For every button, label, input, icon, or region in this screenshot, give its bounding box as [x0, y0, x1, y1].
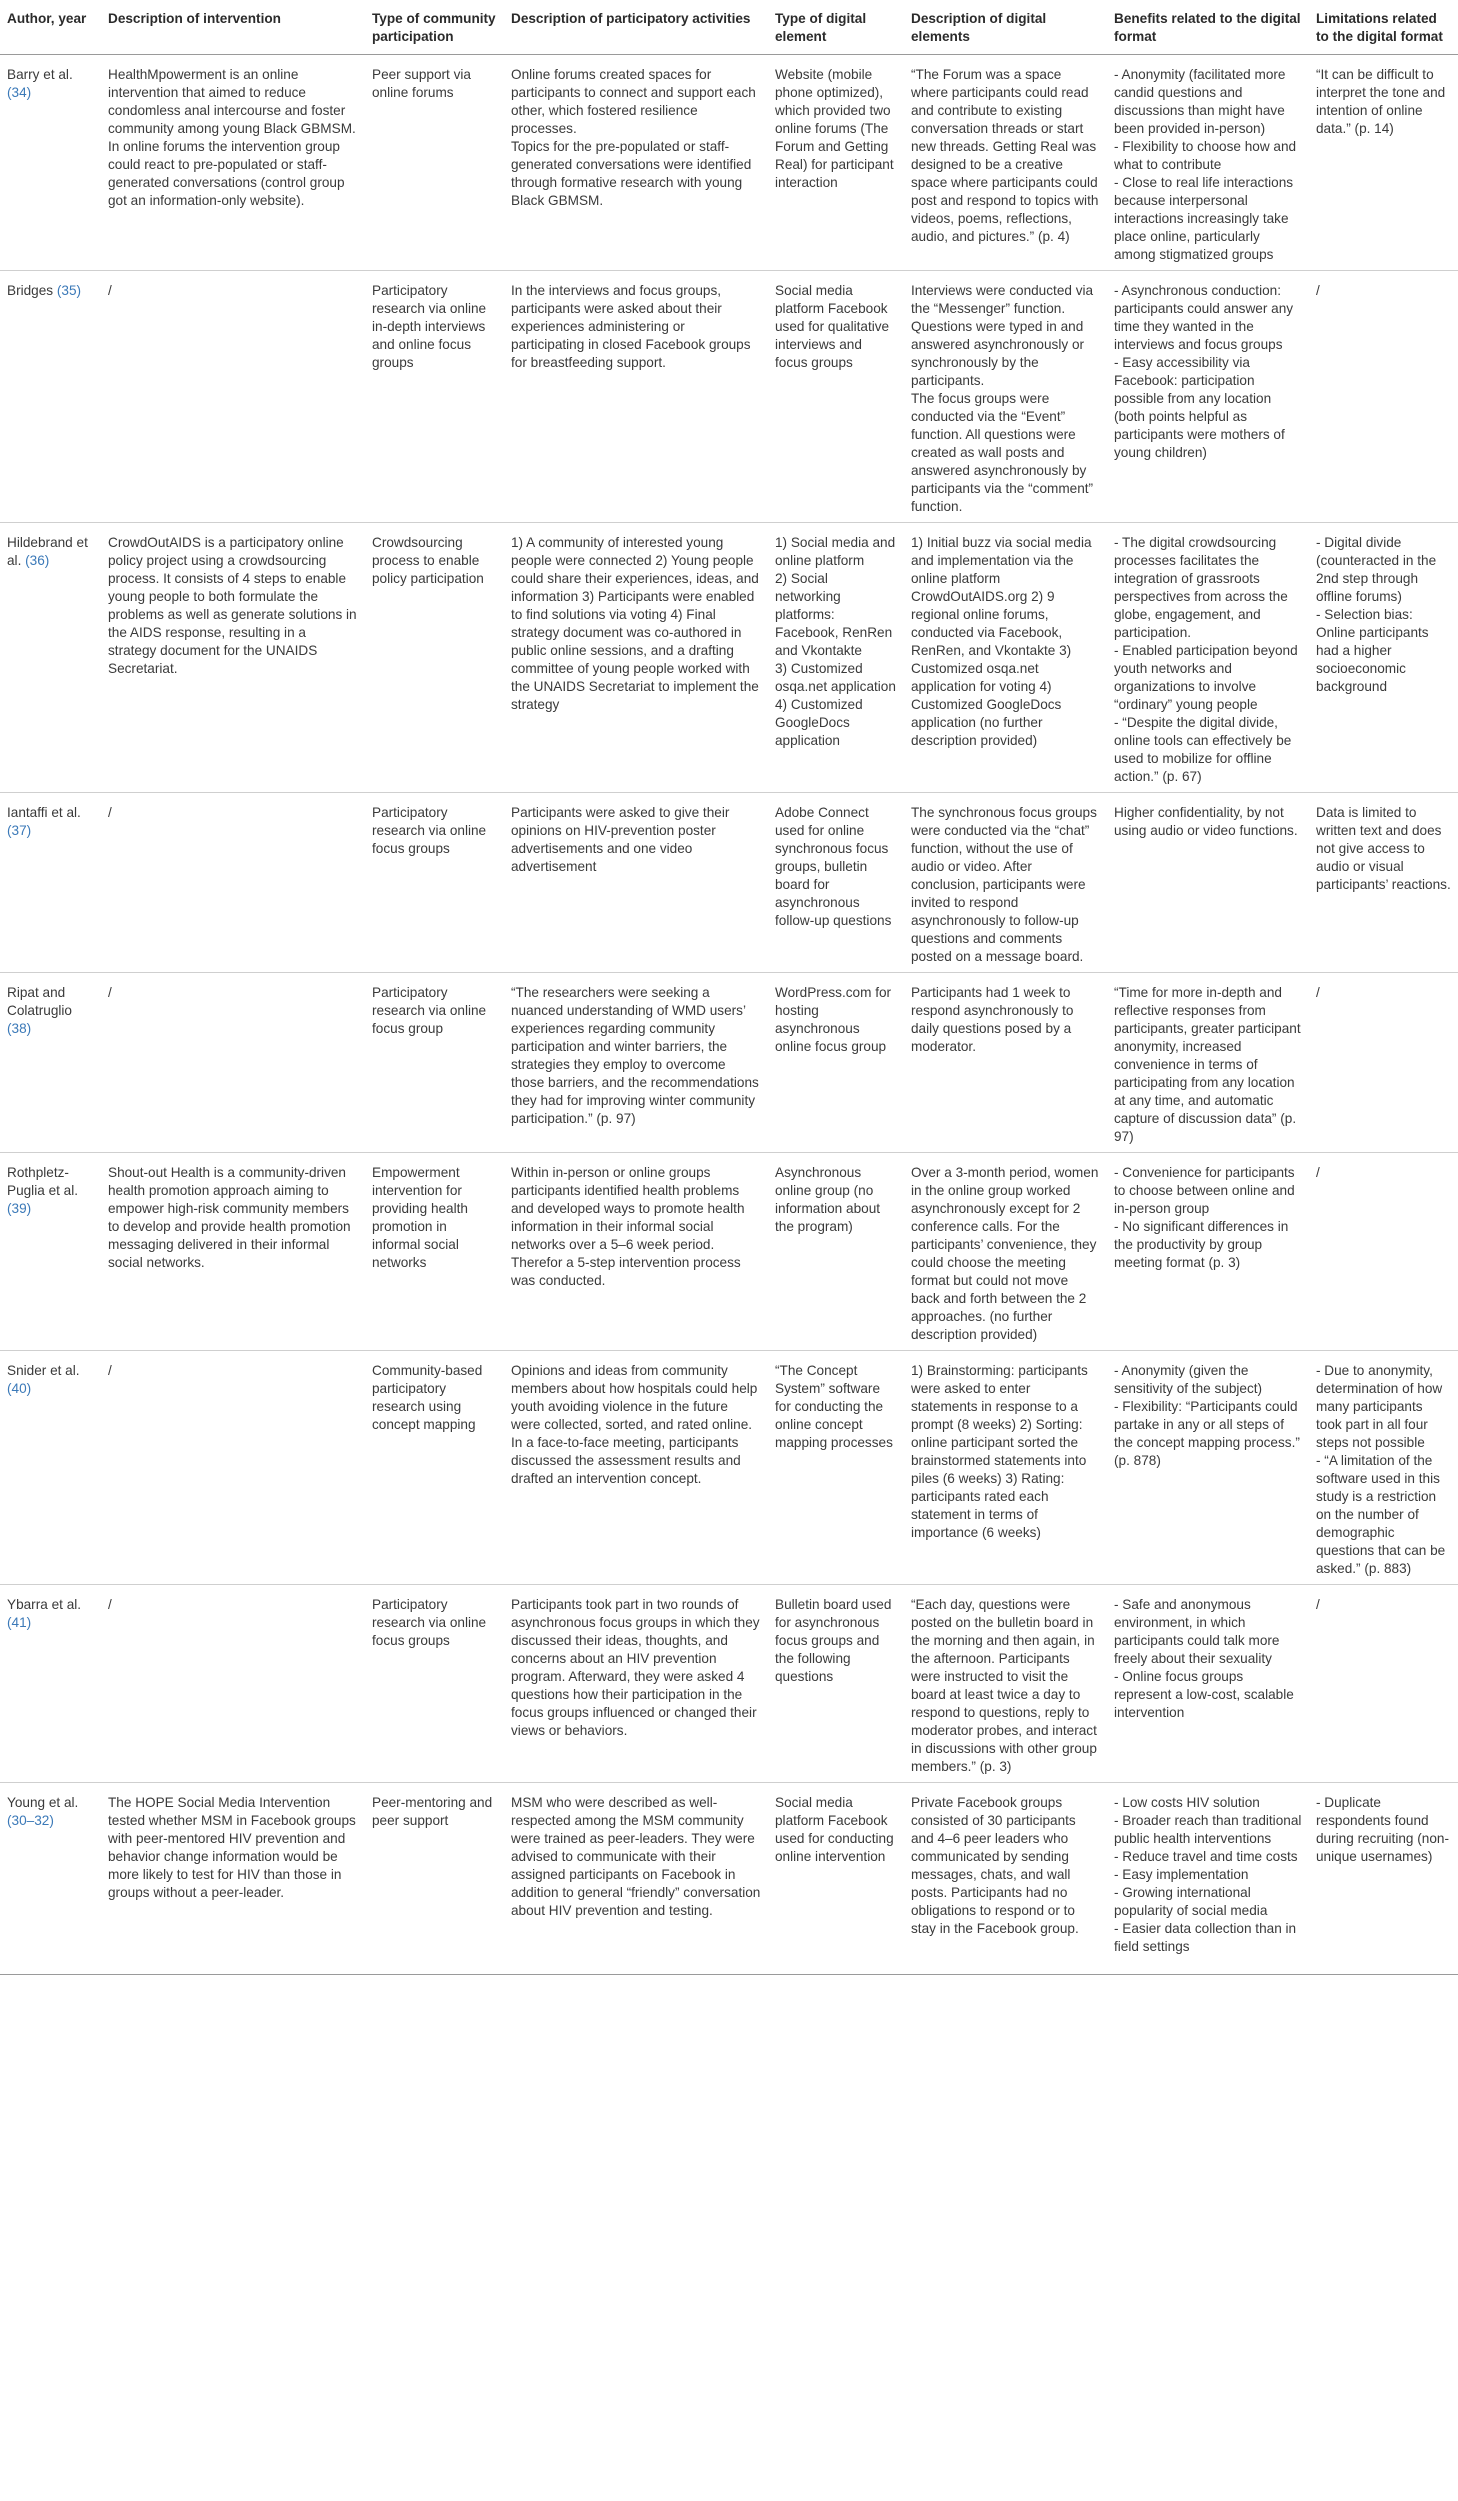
intervention-cell: The HOPE Social Media Intervention tested whether MSM in Facebook groups with peer-mentored HIV prevention and behavior change information would be more likely to test for HIV than those in groups without a peer-leader.	[101, 1783, 365, 1975]
activities-cell: MSM who were described as well-respected among the MSM community were trained as peer-leaders. They were advised to communicate with their assigned participants on Facebook in addition to general “friendly” conversation about HIV prevention and testing.	[504, 1783, 768, 1975]
activities-cell: “The researchers were seeking a nuanced understanding of WMD users’ experiences regarding community participation and winter barriers, the strategies they employ to overcome those barriers, and the recommendations they had for improving winter community participation.” (p. 97)	[504, 973, 768, 1153]
author-cell	[0, 271, 101, 523]
table-row	[0, 1153, 1458, 1351]
author-cell	[0, 1783, 101, 1975]
activities-cell: In the interviews and focus groups, participants were asked about their experiences administering or participating in closed Facebook groups for breastfeeding support.	[504, 271, 768, 523]
participation-type-cell: Participatory research via online focus groups	[365, 1585, 504, 1783]
digital-type-cell: Asynchronous online group (no information about the program)	[768, 1153, 904, 1351]
digital-description-cell: 1) Initial buzz via social media and implementation via the online platform CrowdOutAIDS.org 2) 9 regional online forums, conducted via Facebook, RenRen, and Vkontakte 3) Customized osqa.net application for voting 4) Customized GoogleDocs application (no further description provided)	[904, 523, 1107, 793]
table-row	[0, 793, 1458, 973]
digital-type-cell: Bulletin board used for asynchronous focus groups and the following questions	[768, 1585, 904, 1783]
digital-description-cell: Over a 3-month period, women in the online group worked asynchronously except for 2 conference calls. For the participants’ convenience, they could choose the meeting format but could not move back and forth between the 2 approaches. (no further description provided)	[904, 1153, 1107, 1351]
table-row	[0, 1783, 1458, 1975]
intervention-cell: Shout-out Health is a community-driven health promotion approach aiming to empower high-risk community members to develop and provide health promotion messaging delivered in their informal social networks.	[101, 1153, 365, 1351]
digital-type-cell: 1) Social media and online platform 2) Social networking platforms: Facebook, RenRen and Vkontakte 3) Customized osqa.net application 4) Customized GoogleDocs application	[768, 523, 904, 793]
header-limitations: Limitations related to the digital format	[1309, 0, 1458, 55]
digital-description-cell: “The Forum was a space where participants could read and contribute to existing conversation threads or start new threads. Getting Real was designed to be a creative space where participants could post and respond to topics with videos, poems, reflections, audio, and pictures.” (p. 4)	[904, 55, 1107, 271]
author-name: Young et al.	[7, 1795, 79, 1810]
digital-description-cell: Private Facebook groups consisted of 30 participants and 4–6 peer leaders who communicated by sending messages, chats, and wall posts. Participants had no obligations to respond or to stay in the Facebook group.	[904, 1783, 1107, 1975]
author-name: Ripat and Colatruglio	[7, 985, 72, 1018]
header-benefits: Benefits related to the digital format	[1107, 0, 1309, 55]
author-cell	[0, 523, 101, 793]
limitations-cell: - Duplicate respondents found during recruiting (non-unique usernames)	[1309, 1783, 1458, 1975]
digital-type-cell: Social media platform Facebook used for conducting online intervention	[768, 1783, 904, 1975]
digital-type-cell: “The Concept System” software for conducting the online concept mapping processes	[768, 1351, 904, 1585]
author-name: Bridges	[7, 283, 54, 298]
benefits-cell: - Convenience for participants to choose between online and in-person group - No significant differences in the productivity by group meeting format (p. 3)	[1107, 1153, 1309, 1351]
digital-type-cell: WordPress.com for hosting asynchronous online focus group	[768, 973, 904, 1153]
table-row	[0, 973, 1458, 1153]
reference-link[interactable]: (38)	[7, 1021, 32, 1036]
limitations-cell: /	[1309, 973, 1458, 1153]
activities-cell: 1) A community of interested young people were connected 2) Young people could share their experiences, ideas, and information 3) Participants were enabled to find solutions via voting 4) Final strategy document was co-authored in public online sessions, and a drafting committee of young people worked with the UNAIDS Secretariat to implement the strategy	[504, 523, 768, 793]
digital-type-cell: Adobe Connect used for online synchronous focus groups, bulletin board for asynchronous follow-up questions	[768, 793, 904, 973]
header-digital-element-type: Type of digital element	[768, 0, 904, 55]
author-cell	[0, 1585, 101, 1783]
participation-type-cell: Participatory research via online focus groups	[365, 793, 504, 973]
intervention-cell: CrowdOutAIDS is a participatory online policy project using a crowdsourcing process. It consists of 4 steps to enable young people to both formulate the problems as well as generate solutions in the AIDS response, resulting in a strategy document for the UNAIDS Secretariat.	[101, 523, 365, 793]
digital-type-cell: Website (mobile phone optimized), which provided two online forums (The Forum and Getting Real) for participant interaction	[768, 55, 904, 271]
intervention-cell: /	[101, 793, 365, 973]
limitations-cell: “It can be difficult to interpret the tone and intention of online data.” (p. 14)	[1309, 55, 1458, 271]
limitations-cell: /	[1309, 1153, 1458, 1351]
reference-link[interactable]: (30–32)	[7, 1813, 54, 1828]
activities-cell: Participants took part in two rounds of asynchronous focus groups in which they discussed their ideas, thoughts, and concerns about an HIV prevention program. Afterward, they were asked 4 questions how their participation in the focus groups influenced or changed their views or behaviors.	[504, 1585, 768, 1783]
author-cell	[0, 55, 101, 271]
participation-type-cell: Crowdsourcing process to enable policy participation	[365, 523, 504, 793]
table-row	[0, 55, 1458, 271]
activities-cell: Within in-person or online groups participants identified health problems and developed ways to promote health information in their informal social networks over a 5–6 week period. Therefor a 5-step intervention process was conducted.	[504, 1153, 768, 1351]
benefits-cell: - Low costs HIV solution - Broader reach than traditional public health interventions - Reduce travel and time costs - Easy implementation - Growing international popularity of social media - Easier data collection than in field settings	[1107, 1783, 1309, 1975]
activities-cell: Opinions and ideas from community members about how hospitals could help youth avoiding violence in the future were collected, sorted, and rated online. In a face-to-face meeting, participants discussed the assessment results and drafted an intervention concept.	[504, 1351, 768, 1585]
benefits-cell: - Anonymity (given the sensitivity of the subject) - Flexibility: “Participants could partake in any or all steps of the concept mapping process.” (p. 878)	[1107, 1351, 1309, 1585]
reference-link[interactable]: (37)	[7, 823, 32, 838]
author-name: Barry et al.	[7, 67, 73, 82]
author-cell	[0, 1351, 101, 1585]
participation-type-cell: Participatory research via online in-depth interviews and online focus groups	[365, 271, 504, 523]
reference-link[interactable]: (39)	[7, 1201, 32, 1216]
table-row	[0, 1585, 1458, 1783]
digital-description-cell: 1) Brainstorming: participants were asked to enter statements in response to a prompt (8 weeks) 2) Sorting: online participant sorted the brainstormed statements into piles (6 weeks) 3) Rating: participants rated each statement in terms of importance (6 weeks)	[904, 1351, 1107, 1585]
author-cell	[0, 973, 101, 1153]
author-name: Rothpletz-Puglia et al.	[7, 1165, 79, 1198]
limitations-cell: /	[1309, 1585, 1458, 1783]
digital-description-cell: The synchronous focus groups were conducted via the “chat” function, without the use of audio or video. After conclusion, participants were invited to respond asynchronously to follow-up questions and comments posted on a message board.	[904, 793, 1107, 973]
author-cell	[0, 793, 101, 973]
reference-link[interactable]: (34)	[7, 85, 32, 100]
table-row	[0, 271, 1458, 523]
author-name: Iantaffi et al.	[7, 805, 81, 820]
table-row	[0, 523, 1458, 793]
header-participation-type: Type of community participation	[365, 0, 504, 55]
participation-type-cell: Peer-mentoring and peer support	[365, 1783, 504, 1975]
limitations-cell: - Digital divide (counteracted in the 2nd step through offline forums) - Selection bias: Online participants had a higher socioeconomic background	[1309, 523, 1458, 793]
table-header	[0, 0, 1458, 55]
participation-type-cell: Community-based participatory research using concept mapping	[365, 1351, 504, 1585]
reference-link[interactable]: (40)	[7, 1381, 32, 1396]
author-name: Snider et al.	[7, 1363, 80, 1378]
digital-description-cell: Interviews were conducted via the “Messenger” function. Questions were typed in and answered asynchronously or synchronously by the participants. The focus groups were conducted via the “Event” function. All questions were created as wall posts and answered asynchronously by participants via the “comment” function.	[904, 271, 1107, 523]
header-participatory-activities: Description of participatory activities	[504, 0, 768, 55]
benefits-cell: - The digital crowdsourcing processes facilitates the integration of grassroots perspectives from across the globe, engagement, and participation. - Enabled participation beyond youth networks and organizations to involve “ordinary” young people - “Despite the digital divide, online tools can effectively be used to mobilize for offline action.” (p. 67)	[1107, 523, 1309, 793]
activities-cell: Online forums created spaces for participants to connect and support each other, which fostered resilience processes. Topics for the pre-populated or staff-generated conversations were identified through formative research with young Black GBMSM.	[504, 55, 768, 271]
activities-cell: Participants were asked to give their opinions on HIV-prevention poster advertisements and one video advertisement	[504, 793, 768, 973]
intervention-cell: HealthMpowerment is an online intervention that aimed to reduce condomless anal intercourse and foster community among young Black GBMSM. In online forums the intervention group could react to pre-populated or staff-generated conversations (control group got an information-only website).	[101, 55, 365, 271]
participation-type-cell: Participatory research via online focus group	[365, 973, 504, 1153]
digital-description-cell: Participants had 1 week to respond asynchronously to daily questions posed by a moderator.	[904, 973, 1107, 1153]
digital-description-cell: “Each day, questions were posted on the bulletin board in the morning and then again, in the afternoon. Participants were instructed to visit the board at least twice a day to respond to questions, reply to moderator probes, and interact in discussions with other group members.” (p. 3)	[904, 1585, 1107, 1783]
participation-type-cell: Peer support via online forums	[365, 55, 504, 271]
benefits-cell: - Asynchronous conduction: participants could answer any time they wanted in the interviews and focus groups - Easy accessibility via Facebook: participation possible from any location (both points helpful as participants were mothers of young children)	[1107, 271, 1309, 523]
header-row	[0, 0, 1458, 55]
author-name: Ybarra et al.	[7, 1597, 82, 1612]
benefits-cell: - Safe and anonymous environment, in which participants could talk more freely about their sexuality - Online focus groups represent a low-cost, scalable intervention	[1107, 1585, 1309, 1783]
header-digital-element-description: Description of digital elements	[904, 0, 1107, 55]
benefits-cell: “Time for more in-depth and reflective responses from participants, greater participant anonymity, increased convenience in terms of participating from any location at any time, and automatic capture of discussion data” (p. 97)	[1107, 973, 1309, 1153]
reference-link[interactable]: (35)	[56, 283, 82, 298]
reference-link[interactable]: (36)	[25, 553, 50, 568]
intervention-cell: /	[101, 271, 365, 523]
author-name: Hildebrand et al.	[7, 535, 88, 568]
author-cell	[0, 1153, 101, 1351]
benefits-cell: Higher confidentiality, by not using audio or video functions.	[1107, 793, 1309, 973]
header-author-year: Author, year	[0, 0, 101, 55]
intervention-cell: /	[101, 973, 365, 1153]
benefits-cell: - Anonymity (facilitated more candid questions and discussions than might have been provided in-person) - Flexibility to choose how and what to contribute - Close to real life interactions because interpersonal interactions increasingly take place online, particularly among stigmatized groups	[1107, 55, 1309, 271]
table-body	[0, 55, 1458, 1975]
intervention-cell: /	[101, 1351, 365, 1585]
participation-type-cell: Empowerment intervention for providing health promotion in informal social networks	[365, 1153, 504, 1351]
reference-link[interactable]: (41)	[7, 1615, 32, 1630]
limitations-cell: /	[1309, 271, 1458, 523]
limitations-cell: - Due to anonymity, determination of how many participants took part in all four steps not possible - “A limitation of the software used in this study is a restriction on the number of demographic questions that can be asked.” (p. 883)	[1309, 1351, 1458, 1585]
header-intervention: Description of intervention	[101, 0, 365, 55]
intervention-cell: /	[101, 1585, 365, 1783]
table-row	[0, 1351, 1458, 1585]
limitations-cell: Data is limited to written text and does not give access to audio or visual participants’ reactions.	[1309, 793, 1458, 973]
digital-type-cell: Social media platform Facebook used for qualitative interviews and focus groups	[768, 271, 904, 523]
